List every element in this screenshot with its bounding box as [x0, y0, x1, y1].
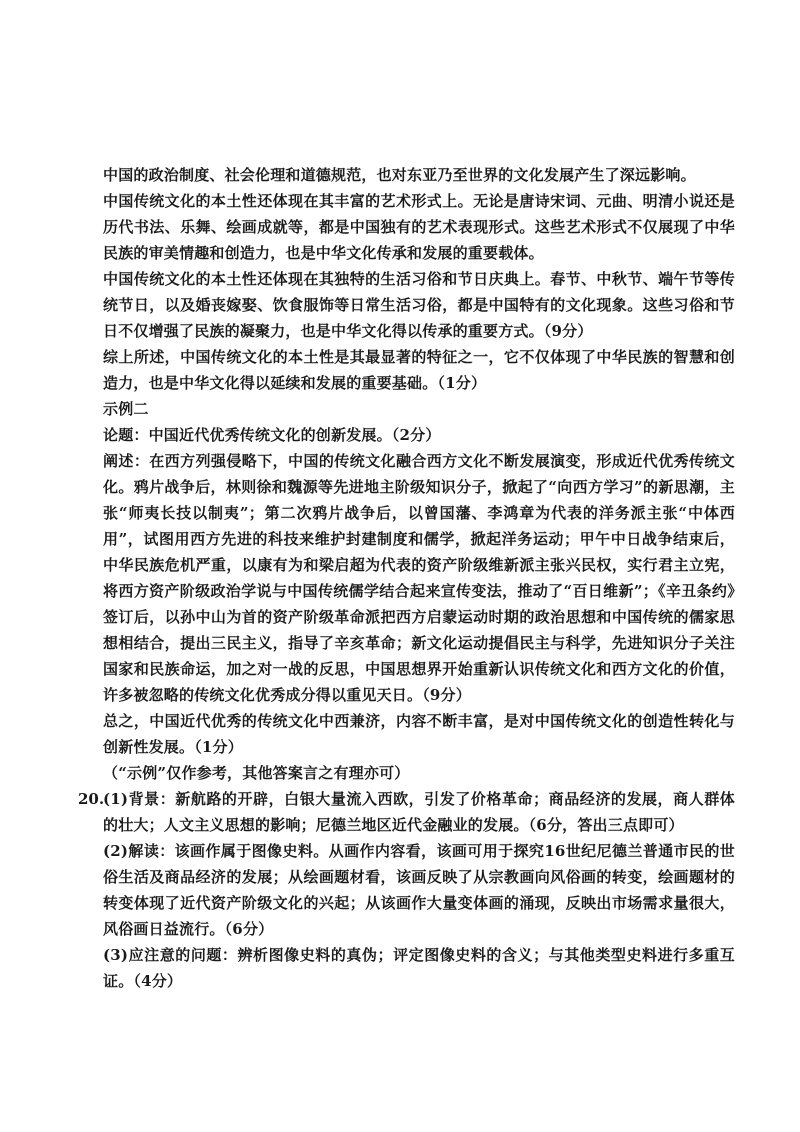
paragraph-summary: 综上所述，中国传统文化的本土性是其最显著的特征之一，它不仅体现了中华民族的智慧和创造力，也是中华文化得以延续和发展的重要基础。（1分）: [103, 348, 735, 392]
elaboration-paragraph: 阐述：在西方列强侵略下，中国的传统文化融合西方文化不断发展演变，形成近代优秀传统文化。鸦片战争后，林则徐和魏源等先进地主阶级知识分子，掀起了“向西方学习”的新思潮，主张“师夷长技以制夷”；第二次鸦片战争后，以曾国藩、李鸿章为代表的洋务派主张“中体西用”，试图用西方先进的科技来维护封建制度和儒学，掀起洋务运动；甲午中日战争结束后，中华民族危机严重，以康有为和梁启超为代表的资产阶级维新派主张兴民权，实行君主立宪，将西方资产阶级政治学说与中国传统儒学结合起来宣传变法，推动了“百日维新”；《辛丑条约》签订后，以孙中山为首的资产阶级革命派把西方启蒙运动时期的政治思想和中国传统的儒家思想相结合，提出三民主义，指导了辛亥革命；新文化运动提倡民主与科学，先进知识分子关注国家和民族命运，加之对一战的反思，中国思想界开始重新认识传统文化和西方文化的价值，许多被忽略的传统文化优秀成分得以重见天日。（9分）: [103, 452, 735, 704]
example-two-heading: 示例二: [103, 400, 149, 418]
conclusion-paragraph: 总之，中国近代优秀的传统文化中西兼济，内容不断丰富，是对中国传统文化的创造性转化与创新性发展。（1分）: [103, 712, 735, 756]
paragraph-art-forms: 中国传统文化的本土性还体现在其丰富的艺术形式上。无论是唐诗宋词、元曲、明清小说还是历代书法、乐舞、绘画成就等，都是中国独有的艺术表现形式。这些艺术形式不仅展现了中华民族的审美情趣和创造力，也是中华文化传承和发展的重要载体。: [103, 192, 735, 262]
question-20: [78, 786, 735, 994]
answer-content: [78, 162, 735, 994]
paragraph-influence: 中国的政治制度、社会伦理和道德规范，也对东亚乃至世界的文化发展产生了深远影响。: [103, 166, 696, 184]
example-note: （“示例”仅作参考，其他答案言之有理亦可）: [103, 764, 410, 782]
paragraph-customs: 中国传统文化的本土性还体现在其独特的生活习俗和节日庆典上。春节、中秋节、端午节等传统节日，以及婚丧嫁娶、饮食服饰等日常生活习俗，都是中国特有的文化现象。这些习俗和节日不仅增强了民族的凝聚力，也是中华文化得以传承的重要方式。（9分）: [103, 270, 735, 340]
thesis-line: 论题：中国近代优秀传统文化的创新发展。（2分）: [103, 426, 441, 444]
question-number: 20.: [78, 790, 105, 808]
question-20-part-1: (1)背景：新航路的开辟，白银大量流入西欧，引发了价格革命；商品经济的发展，商人群体的壮大；人文主义思想的影响；尼德兰地区近代金融业的发展。（6分，答出三点即可）: [103, 790, 735, 834]
question-20-part-2: (2)解读：该画作属于图像史料。从画作内容看，该画可用于探究16世纪尼德兰普通市民的世俗生活及商品经济的发展；从绘画题材看，该画反映了从宗教画向风俗画的转变，绘画题材的转变体现了近代资产阶级文化的兴起；从该画作大量变体画的涌现，反映出市场需求量很大，风俗画日益流行。（6分）: [103, 842, 735, 938]
question-20-part-3: (3)应注意的问题：辨析图像史料的真伪；评定图像史料的含义；与其他类型史料进行多重互证。（4分）: [103, 946, 735, 990]
